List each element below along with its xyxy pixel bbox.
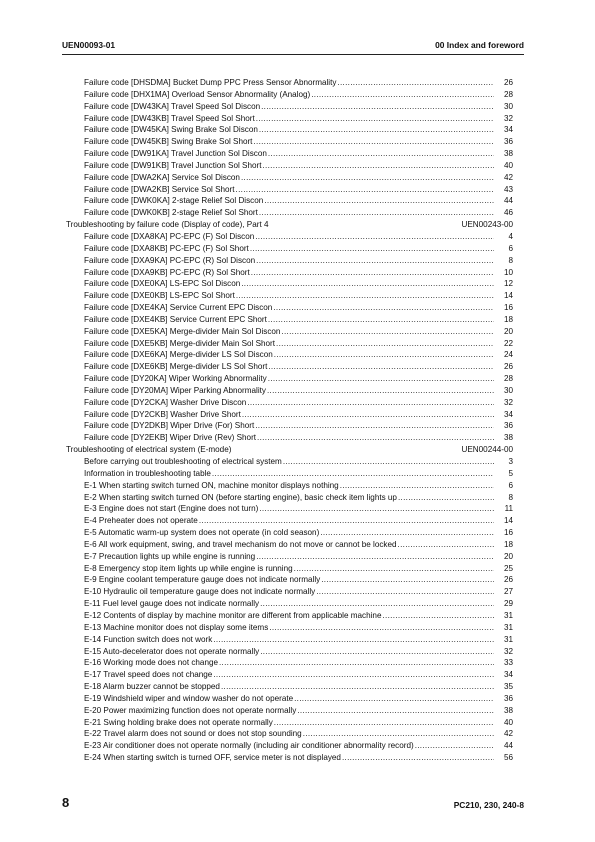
toc-entry[interactable] [62, 278, 513, 290]
table-of-contents [62, 77, 513, 764]
toc-entry-title: E-10 Hydraulic oil temperature gauge does not indicate normally [84, 587, 316, 597]
toc-entry-page: 36 [503, 137, 513, 147]
dot-leader [255, 420, 494, 432]
dot-leader [382, 610, 494, 622]
toc-entry-page: 42 [503, 172, 513, 182]
dot-leader [213, 634, 494, 646]
dot-leader [241, 278, 494, 290]
toc-entry[interactable] [62, 136, 513, 148]
toc-entry-page: 5 [508, 468, 513, 478]
toc-entry-title: E-2 When starting switch turned ON (before starting engine), basic check item lights up [84, 492, 397, 502]
toc-entry[interactable] [62, 681, 513, 693]
dot-leader [199, 515, 494, 527]
dot-leader [321, 574, 494, 586]
toc-entry-title: Failure code [DHX1MA] Overload Sensor Abnormality (Analog) [84, 89, 311, 99]
dot-leader [415, 740, 494, 752]
toc-entry-title: Failure code [DW45KA] Swing Brake Sol Discon [84, 125, 258, 135]
dot-leader [268, 361, 494, 373]
section-doc-code: UEN00243-00 [461, 220, 513, 230]
toc-entry[interactable] [62, 563, 513, 575]
toc-entry[interactable] [62, 634, 513, 646]
toc-entry[interactable] [62, 160, 513, 172]
toc-entry[interactable] [62, 420, 513, 432]
toc-entry[interactable] [62, 515, 513, 527]
toc-entry[interactable] [62, 598, 513, 610]
toc-entry[interactable] [62, 172, 513, 184]
toc-entry-title: E-8 Emergency stop item lights up while engine is running [84, 563, 293, 573]
section-title: Troubleshooting by failure code (Display of code), Part 4 [66, 220, 269, 230]
dot-leader [236, 290, 494, 302]
dot-leader [250, 243, 494, 255]
dot-leader [256, 255, 494, 267]
toc-entry-page: 6 [508, 480, 513, 490]
toc-entry-title: Failure code [DWK0KB] 2-stage Relief Sol Short [84, 208, 258, 218]
toc-section-heading[interactable] [62, 444, 513, 456]
dot-leader [342, 752, 494, 764]
toc-entry-page: 31 [503, 634, 513, 644]
toc-entry[interactable] [62, 456, 513, 468]
toc-entry[interactable] [62, 302, 513, 314]
toc-entry-page: 40 [503, 717, 513, 727]
dot-leader [320, 527, 494, 539]
toc-entry[interactable] [62, 290, 513, 302]
toc-entry-title: Failure code [DWK0KA] 2-stage Relief Sol Discon [84, 196, 264, 206]
dot-leader [260, 646, 494, 658]
dot-leader [269, 622, 494, 634]
toc-entry[interactable] [62, 113, 513, 125]
toc-entry-page: 16 [503, 528, 513, 538]
dot-leader [283, 456, 494, 468]
toc-entry-title: E-5 Automatic warm-up system does not operate (in cold season) [84, 528, 320, 538]
toc-entry-page: 34 [503, 409, 513, 419]
dot-leader [219, 657, 494, 669]
toc-entry-title: Failure code [DXE6KA] Merge-divider LS Sol Discon [84, 350, 273, 360]
toc-entry-title: Failure code [DW43KA] Travel Speed Sol Discon [84, 101, 261, 111]
dot-leader [255, 231, 494, 243]
toc-entry[interactable] [62, 574, 513, 586]
dot-leader [256, 113, 494, 125]
toc-entry[interactable] [62, 89, 513, 101]
toc-entry-title: Failure code [DXE6KB] Merge-divider LS Sol Short [84, 362, 268, 372]
toc-entry-title: E-6 All work equipment, swing, and travel mechanism do not move or cannot be locked [84, 539, 397, 549]
toc-entry-page: 42 [503, 729, 513, 739]
dot-leader [256, 551, 494, 563]
toc-entry-title: E-24 When starting switch is turned OFF, service meter is not displayed [84, 753, 341, 763]
toc-entry-title: Failure code [DWA2KB] Service Sol Short [84, 184, 235, 194]
toc-entry-page: 32 [503, 113, 513, 123]
toc-entry-page: 26 [503, 78, 513, 87]
dot-leader [398, 539, 494, 551]
toc-entry-page: 31 [503, 622, 513, 632]
toc-entry[interactable] [62, 527, 513, 539]
toc-entry-title: E-21 Swing holding brake does not operate normally [84, 717, 273, 727]
toc-entry-page: 3 [508, 457, 513, 466]
toc-entry-page: 44 [503, 196, 513, 206]
toc-entry-title: E-18 Alarm buzzer cannot be stopped [84, 682, 220, 692]
toc-entry-title: Failure code [DY2CKB] Washer Drive Short [84, 409, 241, 419]
toc-entry-title: E-7 Precaution lights up while engine is running [84, 551, 256, 561]
toc-entry-page: 14 [503, 516, 513, 526]
toc-entry[interactable] [62, 184, 513, 196]
model-list: PC210, 230, 240-8 [453, 800, 524, 810]
toc-entry-title: Failure code [DY20MA] Wiper Parking Abnormality [84, 385, 266, 395]
toc-entry[interactable] [62, 539, 513, 551]
toc-entry-page: 43 [503, 184, 513, 194]
toc-entry[interactable] [62, 586, 513, 598]
toc-entry-title: Failure code [DY2CKA] Washer Drive Discon [84, 397, 247, 407]
dot-leader [212, 468, 494, 480]
toc-entry-page: 16 [503, 303, 513, 313]
dot-leader [274, 717, 494, 729]
toc-entry-page: 11 [504, 504, 513, 514]
toc-entry[interactable] [62, 373, 513, 385]
toc-entry[interactable] [62, 740, 513, 752]
toc-entry-page: 20 [503, 326, 513, 336]
dot-leader [242, 409, 494, 421]
toc-entry-page: 26 [503, 362, 513, 372]
toc-entry[interactable] [62, 267, 513, 279]
dot-leader [311, 89, 494, 101]
toc-entry[interactable] [62, 326, 513, 338]
dot-leader [398, 492, 494, 504]
toc-entry[interactable] [62, 503, 513, 515]
dot-leader [294, 693, 494, 705]
toc-entry-title: E-11 Fuel level gauge does not indicate normally [84, 599, 260, 609]
dot-leader [261, 101, 494, 113]
toc-entry-title: Failure code [DXE5KA] Merge-divider Main Sol Discon [84, 326, 281, 336]
dot-leader [276, 338, 494, 350]
toc-entry-title: E-15 Auto-decelerator does not operate normally [84, 646, 260, 656]
toc-entry-page: 26 [503, 575, 513, 585]
dot-leader [221, 681, 494, 693]
toc-entry-page: 8 [508, 255, 513, 265]
toc-entry-title: Failure code [DW91KA] Travel Junction Sol Discon [84, 149, 267, 159]
toc-entry-page: 36 [503, 421, 513, 431]
toc-entry-page: 28 [503, 89, 513, 99]
toc-entry-title: Failure code [DW91KB] Travel Junction Sol Short [84, 160, 262, 170]
toc-entry-title: Before carrying out troubleshooting of electrical system [84, 457, 282, 466]
dot-leader [337, 77, 494, 89]
toc-entry-title: E-16 Working mode does not change [84, 658, 218, 668]
dot-leader [340, 480, 494, 492]
toc-entry-page: 28 [503, 374, 513, 384]
toc-entry-title: Failure code [DWA2KA] Service Sol Discon [84, 172, 240, 182]
toc-entry-page: 18 [503, 314, 513, 324]
toc-entry[interactable] [62, 255, 513, 267]
dot-leader [274, 349, 494, 361]
dot-leader [294, 563, 494, 575]
toc-entry[interactable] [62, 124, 513, 136]
toc-entry[interactable] [62, 195, 513, 207]
dot-leader [268, 148, 494, 160]
toc-entry[interactable] [62, 728, 513, 740]
toc-group-part3 [62, 77, 513, 219]
toc-entry-title: Failure code [DXE0KA] LS-EPC Sol Discon [84, 279, 241, 289]
toc-entry-title: E-14 Function switch does not work [84, 634, 213, 644]
toc-section-heading[interactable] [62, 219, 513, 231]
toc-entry-title: Failure code [DXA8KB] PC-EPC (F) Sol Short [84, 243, 249, 253]
toc-entry-page: 4 [508, 231, 513, 241]
toc-entry[interactable] [62, 397, 513, 409]
toc-entry[interactable] [62, 349, 513, 361]
toc-entry[interactable] [62, 622, 513, 634]
toc-entry-page: 56 [503, 753, 513, 763]
toc-entry-page: 27 [503, 587, 513, 597]
toc-entry-title: Failure code [DY20KA] Wiper Working Abnormality [84, 374, 267, 384]
dot-leader [259, 124, 494, 136]
toc-entry-page: 33 [503, 658, 513, 668]
dot-leader [259, 207, 494, 219]
dot-leader [257, 432, 494, 444]
toc-entry-page: 36 [503, 693, 513, 703]
toc-entry-page: 34 [503, 125, 513, 135]
toc-entry-title: Failure code [DXA8KA] PC-EPC (F) Sol Discon [84, 231, 255, 241]
toc-entry-title: Failure code [DXE4KA] Service Current EPC Discon [84, 303, 273, 313]
toc-entry-page: 38 [503, 433, 513, 443]
chapter-title: 00 Index and foreword [435, 40, 524, 50]
dot-leader [268, 314, 494, 326]
toc-entry-page: 25 [503, 563, 513, 573]
dot-leader [268, 373, 494, 385]
toc-entry[interactable] [62, 231, 513, 243]
toc-entry-page: 38 [503, 149, 513, 159]
toc-entry-page: 12 [503, 279, 513, 289]
toc-entry[interactable] [62, 148, 513, 160]
dot-leader [273, 302, 494, 314]
dot-leader [303, 728, 494, 740]
dot-leader [316, 586, 494, 598]
toc-entry-title: Failure code [DXE0KB] LS-EPC Sol Short [84, 291, 235, 301]
toc-entry[interactable] [62, 717, 513, 729]
toc-entry[interactable] [62, 657, 513, 669]
toc-entry-page: 29 [503, 599, 513, 609]
toc-entry[interactable] [62, 468, 513, 480]
toc-entry-title: Failure code [DY2EKB] Wiper Drive (Rev) Short [84, 433, 257, 443]
toc-entry-page: 14 [503, 291, 513, 301]
dot-leader [241, 172, 494, 184]
toc-entry-page: 20 [503, 551, 513, 561]
toc-entry-page: 35 [503, 682, 513, 692]
toc-entry-title: E-9 Engine coolant temperature gauge does not indicate normally [84, 575, 321, 585]
dot-leader [297, 705, 494, 717]
toc-entry-title: Failure code [DXE5KB] Merge-divider Main Sol Short [84, 338, 276, 348]
toc-entry-page: 40 [503, 160, 513, 170]
toc-entry-title: E-22 Travel alarm does not sound or does not stop sounding [84, 729, 302, 739]
toc-entry-title: E-12 Contents of display by machine monitor are different from applicable machine [84, 610, 382, 620]
toc-entry-title: Failure code [DXE4KB] Service Current EPC Short [84, 314, 267, 324]
dot-leader [253, 136, 494, 148]
toc-entry-title: Information in troubleshooting table [84, 468, 211, 478]
toc-entry-page: 34 [503, 670, 513, 680]
section-doc-code: UEN00244-00 [461, 445, 513, 455]
dot-leader [259, 503, 494, 515]
document-id: UEN00093-01 [62, 40, 116, 50]
toc-entry-page: 44 [503, 741, 513, 751]
dot-leader [264, 195, 494, 207]
toc-entry[interactable] [62, 480, 513, 492]
page-header [62, 40, 524, 54]
toc-entry[interactable] [62, 101, 513, 113]
toc-entry-page: 30 [503, 101, 513, 111]
toc-entry-title: Failure code [DXA9KB] PC-EPC (R) Sol Short [84, 267, 250, 277]
toc-entry-page: 24 [503, 350, 513, 360]
dot-leader [251, 267, 494, 279]
dot-leader [247, 397, 494, 409]
toc-entry[interactable] [62, 207, 513, 219]
toc-entry-page: 38 [503, 705, 513, 715]
toc-entry[interactable] [62, 77, 513, 89]
toc-entry[interactable] [62, 492, 513, 504]
toc-entry[interactable] [62, 693, 513, 705]
toc-entry-page: 32 [503, 646, 513, 656]
toc-entry-page: 8 [508, 492, 513, 502]
section-title: Troubleshooting of electrical system (E-mode) [66, 445, 232, 455]
dot-leader [260, 598, 494, 610]
toc-entry[interactable] [62, 646, 513, 658]
toc-entry[interactable] [62, 361, 513, 373]
toc-entry-title: Failure code [DY2DKB] Wiper Drive (For) Short [84, 421, 255, 431]
dot-leader [236, 184, 494, 196]
toc-entry[interactable] [62, 610, 513, 622]
toc-entry[interactable] [62, 243, 513, 255]
toc-entry[interactable] [62, 551, 513, 563]
toc-entry-title: Failure code [DW45KB] Swing Brake Sol Short [84, 137, 253, 147]
toc-entry-title: E-13 Machine monitor does not display some items [84, 622, 269, 632]
toc-entry-title: Failure code [DHSDMA] Bucket Dump PPC Press Sensor Abnormality [84, 78, 337, 87]
toc-entry[interactable] [62, 338, 513, 350]
toc-entry-title: E-20 Power maximizing function does not operate normally [84, 705, 297, 715]
toc-entry[interactable] [62, 752, 513, 764]
toc-entry-title: Failure code [DXA9KA] PC-EPC (R) Sol Discon [84, 255, 256, 265]
toc-group-part4 [62, 231, 513, 444]
toc-entry-page: 10 [503, 267, 513, 277]
dot-leader [262, 160, 494, 172]
toc-entry[interactable] [62, 669, 513, 681]
toc-entry-title: Failure code [DW43KB] Travel Speed Sol Short [84, 113, 255, 123]
toc-group-e-mode [62, 456, 513, 764]
toc-entry-page: 46 [503, 208, 513, 218]
toc-entry-title: E-17 Travel speed does not change [84, 670, 213, 680]
toc-entry-page: 6 [508, 243, 513, 253]
toc-entry-page: 18 [503, 539, 513, 549]
toc-entry-title: E-4 Preheater does not operate [84, 516, 198, 526]
toc-entry-page: 22 [503, 338, 513, 348]
toc-entry[interactable] [62, 385, 513, 397]
dot-leader [281, 326, 494, 338]
toc-entry[interactable] [62, 409, 513, 421]
toc-entry-page: 31 [503, 610, 513, 620]
toc-entry-title: E-19 Windshield wiper and window washer do not operate [84, 693, 294, 703]
toc-entry-title: E-3 Engine does not start (Engine does not turn) [84, 504, 259, 514]
toc-entry-page: 32 [503, 397, 513, 407]
page-number: 8 [62, 795, 70, 810]
toc-entry[interactable] [62, 314, 513, 326]
dot-leader [267, 385, 494, 397]
header-divider [62, 54, 524, 55]
toc-entry-title: E-1 When starting switch turned ON, machine monitor displays nothing [84, 480, 339, 490]
toc-entry[interactable] [62, 705, 513, 717]
toc-entry-title: E-23 Air conditioner does not operate normally (including air conditioner abnormality record) [84, 741, 414, 751]
toc-entry[interactable] [62, 432, 513, 444]
toc-entry-page: 30 [503, 385, 513, 395]
dot-leader [213, 669, 494, 681]
